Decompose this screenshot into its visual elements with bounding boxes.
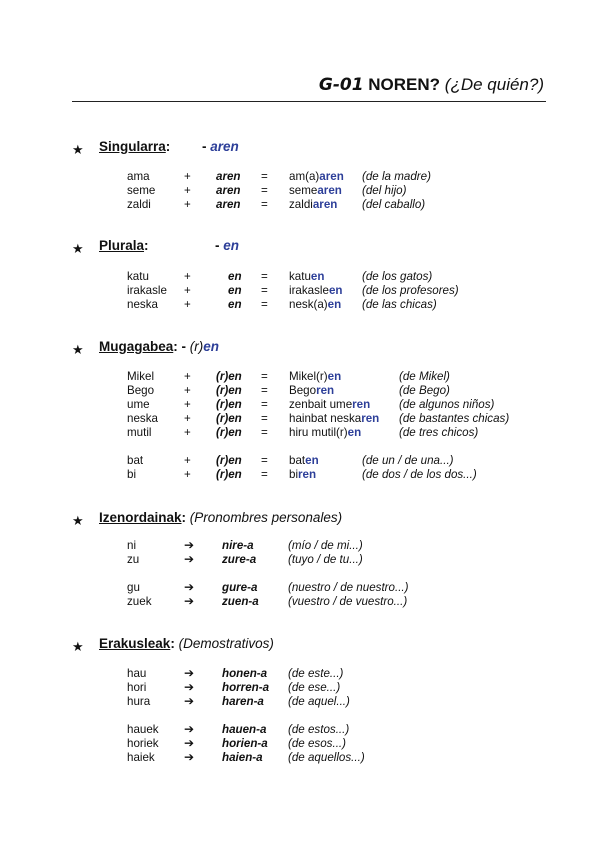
section-heading-plurala [99,238,149,253]
suffix: en [228,284,242,297]
word: hauek [127,723,159,736]
table-row [0,412,599,426]
heading-label: Singularra [99,139,166,154]
plus-sign: + [184,426,191,439]
result-ending: aren [319,170,344,183]
result-ending: en [327,370,342,383]
word: katu [127,270,149,283]
table-row [0,170,599,184]
table-row [0,184,599,198]
star-icon: ★ [72,142,84,157]
heading-label: Mugagabea [99,339,174,354]
equals-sign: = [261,184,268,197]
word: seme [127,184,156,197]
word: mutil [127,426,152,439]
translation: (de las chicas) [362,298,437,311]
suffix-dash: - [215,238,224,253]
result-ending: aren [312,198,338,211]
table-row [0,284,599,298]
page-title [319,75,544,95]
word: hura [127,695,151,708]
translation: (vuestro / de vuestro...) [288,595,408,608]
translation: (de Bego) [399,384,450,397]
table-row [0,751,599,765]
possessive-form: zure-a [222,553,257,566]
heading-colon: : [170,636,175,651]
word: horiek [127,737,159,750]
suffix-label: en [203,339,220,354]
word: gu [127,581,140,594]
result-ending: en [328,284,343,297]
equals-sign: = [261,370,268,383]
possessive-form: horien-a [222,737,268,750]
equals-sign: = [261,384,268,397]
translation: (de esos...) [288,737,346,750]
arrow-right-icon: ➔ [184,680,195,694]
table-row [0,681,599,695]
equals-sign: = [261,170,268,183]
result [289,198,337,211]
result-base: bi [289,468,299,481]
word: bi [127,468,137,481]
result [289,298,341,311]
plus-sign: + [184,298,191,311]
result-base: bat [289,454,306,467]
heading-colon: : [144,238,149,253]
translation: (de los profesores) [362,284,459,297]
section-suffix-plurala [215,238,239,253]
section-heading-izenordainak [99,510,342,525]
result [289,412,379,425]
possessive-form: horren-a [222,681,270,694]
result-ending: en [310,270,325,283]
plus-sign: + [184,284,191,297]
word: zuek [127,595,152,608]
plus-sign: + [184,198,191,211]
section-suffix-singularra [202,139,239,154]
word: zu [127,553,140,566]
section-heading-mugagabea [99,339,219,354]
possessive-form: haien-a [222,751,263,764]
table-row [0,595,599,609]
result-base: am(a) [289,170,320,183]
heading-colon: : [173,339,178,354]
translation: (de dos / de los dos...) [362,468,477,481]
suffix-prefix: (r) [189,339,204,354]
translation: (tuyo / de tu...) [288,553,363,566]
translation: (de aquel...) [288,695,350,708]
word: haiek [127,751,155,764]
arrow-right-icon: ➔ [184,736,195,750]
suffix: (r)en [216,370,242,383]
plus-sign: + [184,412,191,425]
result [289,270,324,283]
title-code: G-01 [318,75,364,95]
result-base: nesk(a) [289,298,328,311]
star-icon: ★ [72,241,84,256]
table-row [0,539,599,553]
result-ending: en [305,454,319,467]
word: ni [127,539,137,552]
suffix-dash: - [202,139,211,154]
equals-sign: = [261,426,268,439]
word: hau [127,667,147,680]
table-row [0,468,599,482]
arrow-right-icon: ➔ [184,538,195,552]
plus-sign: + [184,184,191,197]
table-row [0,695,599,709]
word: ume [127,398,150,411]
result-ending: ren [298,468,317,481]
equals-sign: = [261,298,268,311]
result [289,284,342,297]
translation: (del caballo) [362,198,426,211]
equals-sign: = [261,454,268,467]
translation: (de este...) [288,667,344,680]
word: bat [127,454,144,467]
equals-sign: = [261,284,268,297]
possessive-form: honen-a [222,667,268,680]
section-heading-singularra [99,139,170,154]
plus-sign: + [184,468,191,481]
equals-sign: = [261,398,268,411]
title-spanish: (¿De quién?) [444,75,544,94]
possessive-form: nire-a [222,539,254,552]
suffix: aren [216,198,241,211]
section-note: (Pronombres personales) [189,510,343,525]
table-row [0,298,599,312]
table-row [0,553,599,567]
result-ending: ren [316,384,335,397]
result [289,370,341,383]
result-base: Mikel(r) [289,370,328,383]
suffix: (r)en [216,384,242,397]
result-base: irakasle [289,284,329,297]
arrow-right-icon: ➔ [184,722,195,736]
plus-sign: + [184,454,191,467]
translation: (de bastantes chicas) [399,412,510,425]
result-base: Bego [289,384,317,397]
suffix: aren [216,170,241,183]
arrow-right-icon: ➔ [184,750,195,764]
result-base: hiru mutil(r) [289,426,348,439]
suffix: (r)en [216,398,242,411]
plus-sign: + [184,270,191,283]
word: neska [127,298,158,311]
translation: (de Mikel) [399,370,450,383]
word: Mikel [127,370,155,383]
arrow-right-icon: ➔ [184,552,195,566]
result-base: zenbait ume [289,398,353,411]
plus-sign: + [184,398,191,411]
suffix-label: en [223,238,240,253]
table-row [0,667,599,681]
result [289,184,342,197]
equals-sign: = [261,412,268,425]
table-row [0,581,599,595]
result-ending: aren [317,184,342,197]
heading-colon: : [165,139,171,154]
heading-label: Plurala [99,238,145,253]
result-base: katu [289,270,311,283]
arrow-right-icon: ➔ [184,666,195,680]
result [289,170,344,183]
equals-sign: = [261,198,268,211]
table-row [0,398,599,412]
suffix-dash: - [177,339,190,354]
table-row [0,723,599,737]
title-question: NOREN? [368,75,441,94]
suffix: aren [216,184,241,197]
word: neska [127,412,158,425]
heading-label: Erakusleak [99,636,171,651]
equals-sign: = [261,270,268,283]
translation: (de estos...) [288,723,350,736]
arrow-right-icon: ➔ [184,580,195,594]
star-icon: ★ [72,342,84,357]
word: Bego [127,384,155,397]
suffix: (r)en [216,412,242,425]
plus-sign: + [184,370,191,383]
possessive-form: hauen-a [222,723,267,736]
word: irakasle [127,284,167,297]
translation: (del hijo) [362,184,407,197]
table-row [0,454,599,468]
result [289,468,316,481]
result [289,384,334,397]
word: ama [127,170,150,183]
translation: (de aquellos...) [288,751,365,764]
result-base: seme [289,184,318,197]
translation: (de algunos niños) [399,398,495,411]
result-ending: ren [361,412,380,425]
section-heading-erakusleak [99,636,274,651]
table-row [0,270,599,284]
suffix: en [228,298,242,311]
translation: (de un / de una...) [362,454,454,467]
suffix: en [228,270,242,283]
result-base: zaldi [289,198,313,211]
translation: (de ese...) [288,681,341,694]
word: hori [127,681,147,694]
heading-label: Izenordainak [99,510,182,525]
table-row [0,198,599,212]
result [289,454,319,467]
translation: (de los gatos) [362,270,433,283]
section-note: (Demostrativos) [178,636,274,651]
equals-sign: = [261,468,268,481]
word: zaldi [127,198,151,211]
result [289,426,361,439]
result-ending: en [327,298,342,311]
translation: (mío / de mi...) [288,539,363,552]
table-row [0,737,599,751]
possessive-form: zuen-a [222,595,259,608]
suffix-label: aren [210,139,239,154]
suffix: (r)en [216,426,242,439]
result [289,398,370,411]
arrow-right-icon: ➔ [184,694,195,708]
possessive-form: haren-a [222,695,264,708]
star-icon: ★ [72,639,84,654]
result-base: hainbat neska [289,412,362,425]
result-ending: ren [352,398,371,411]
suffix: (r)en [216,454,242,467]
heading-colon: : [181,510,187,525]
translation: (de tres chicos) [399,426,479,439]
arrow-right-icon: ➔ [184,594,195,608]
table-row [0,426,599,440]
table-row [0,370,599,384]
title-divider [72,101,546,102]
result-ending: en [347,426,362,439]
plus-sign: + [184,170,191,183]
translation: (de la madre) [362,170,431,183]
table-row [0,384,599,398]
translation: (nuestro / de nuestro...) [288,581,409,594]
suffix: (r)en [216,468,242,481]
plus-sign: + [184,384,191,397]
star-icon: ★ [72,513,84,528]
possessive-form: gure-a [222,581,258,594]
